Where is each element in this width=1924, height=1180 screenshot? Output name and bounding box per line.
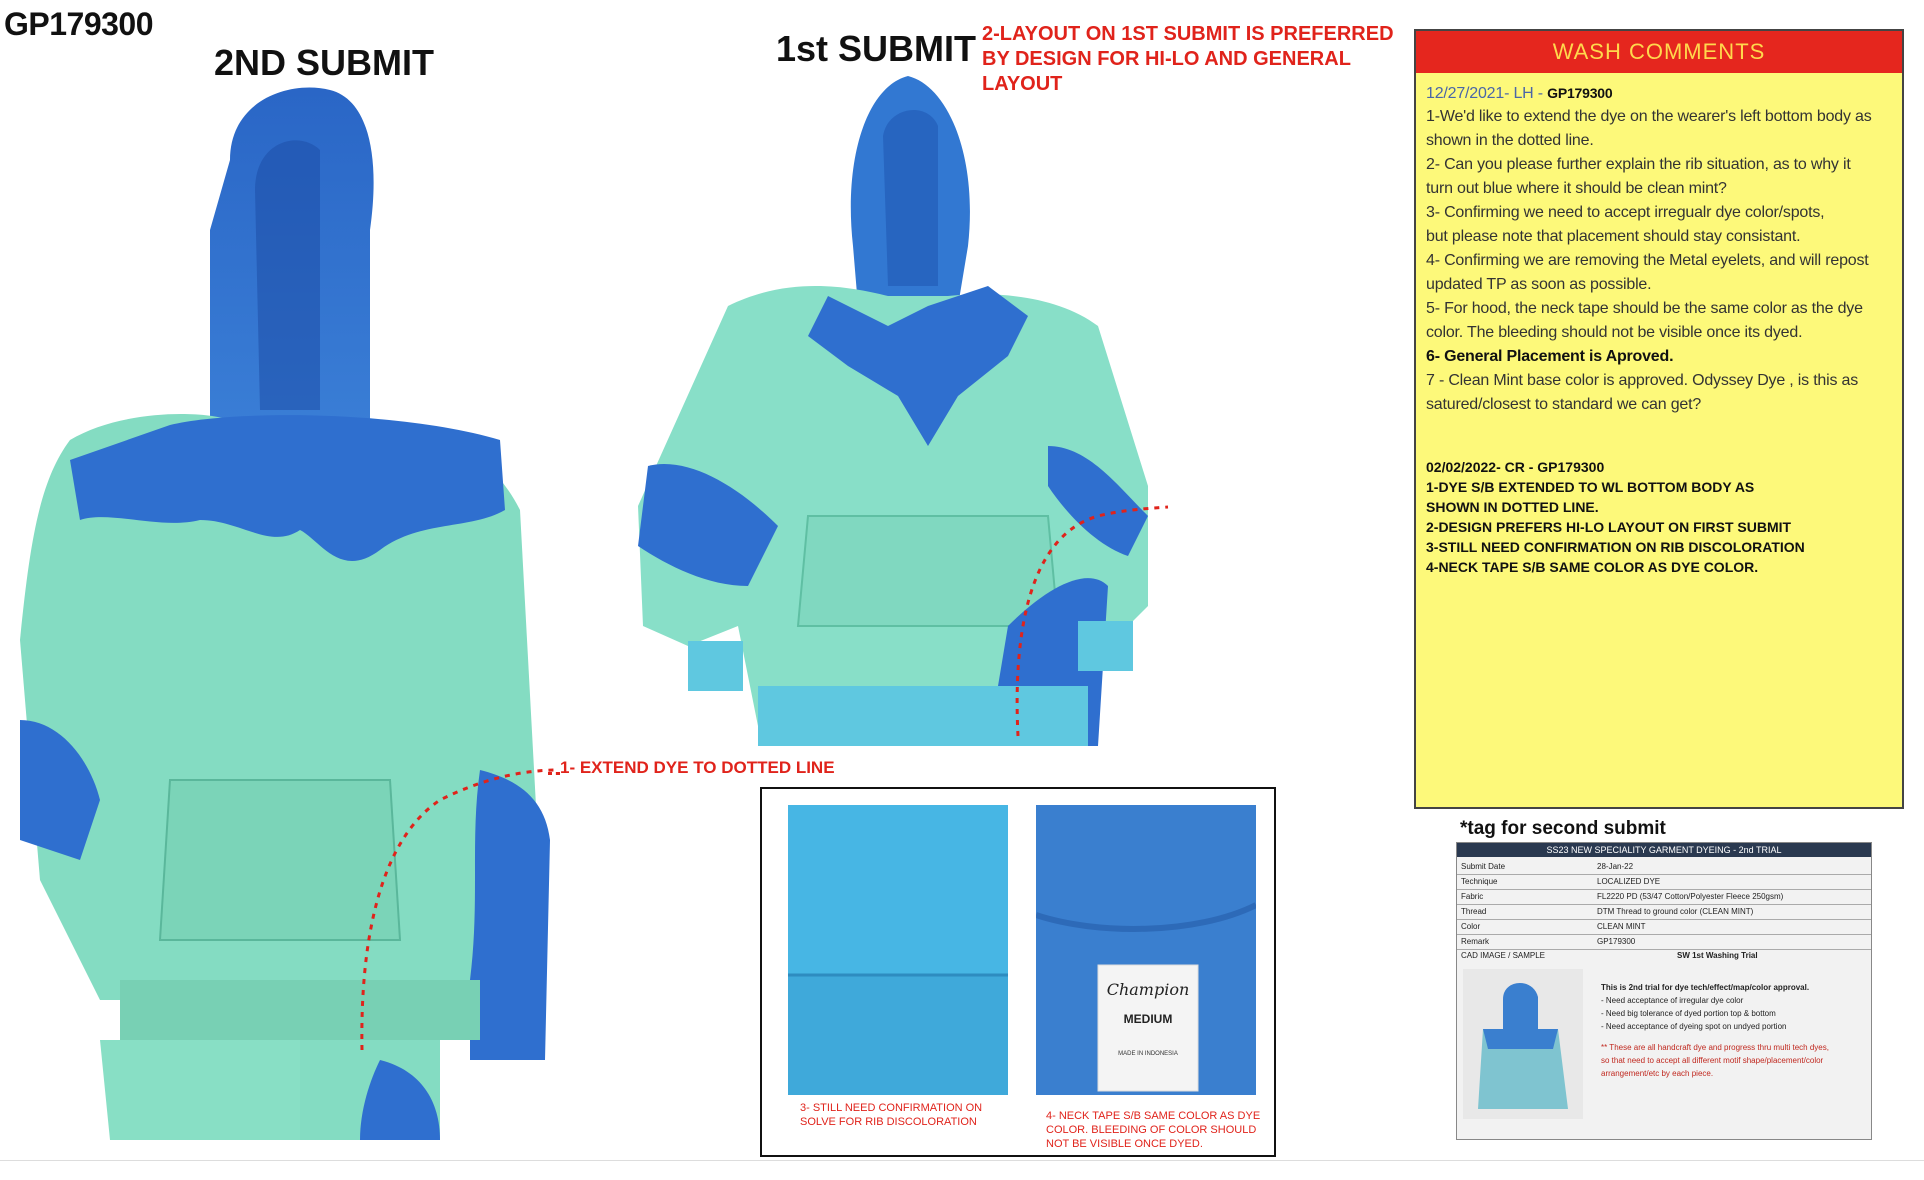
tag-row-value: CLEAN MINT xyxy=(1597,922,1646,931)
tag-body-line: ** These are all handcraft dye and progress thru multi tech dyes, xyxy=(1601,1043,1829,1052)
tag-row xyxy=(1457,934,1871,950)
leader-dots xyxy=(548,772,560,775)
label-size: MEDIUM xyxy=(1123,1012,1173,1026)
style-code: GP179300 xyxy=(4,6,154,42)
tag-row-value: GP179300 xyxy=(1597,937,1636,946)
entry1-header xyxy=(1426,81,1612,106)
tag-row xyxy=(1457,874,1871,890)
wash_comments-entry1_lines-line: 4- Confirming we are removing the Metal eyelets, and will repost xyxy=(1426,252,1869,269)
wash_comments-entry1_lines-line: updated TP as soon as possible. xyxy=(1426,276,1652,293)
wash_comments-entry2_lines-line: 3-STILL NEED CONFIRMATION ON RIB DISCOLORATION xyxy=(1426,539,1805,555)
wash_comments-entry1_lines-line: 5- For hood, the neck tape should be the same color as the dye xyxy=(1426,300,1863,317)
bottom-rule xyxy=(0,1160,1924,1161)
wash_comments-entry2_lines-line: 1-DYE S/B EXTENDED TO WL BOTTOM BODY AS xyxy=(1426,479,1755,495)
tag-body-line: arrangement/etc by each piece. xyxy=(1601,1069,1714,1078)
second-submit-heading: 2ND SUBMIT xyxy=(214,42,435,83)
left-cuff xyxy=(688,641,743,691)
tag-body-line: - Need acceptance of irregular dye color xyxy=(1601,996,1744,1005)
wash_comments-entry1_lines-line: 2- Can you please further explain the rib situation, as to why it xyxy=(1426,156,1851,173)
hem-rib xyxy=(120,980,480,1040)
label-origin: MADE IN INDONESIA xyxy=(1118,1051,1178,1057)
tag-row xyxy=(1457,919,1871,935)
rib-confirmation-caption: 3- STILL NEED CONFIRMATION ON SOLVE FOR RIB DISCOLORATION xyxy=(800,1102,983,1128)
extend-dye-note: 1- EXTEND DYE TO DOTTED LINE xyxy=(560,758,835,777)
tag-body-line: This is 2nd trial for dye tech/effect/map/color approval. xyxy=(1601,983,1810,992)
tag-row-key: Submit Date xyxy=(1461,862,1506,871)
kangaroo-pocket xyxy=(160,780,400,940)
tag-row-key: Technique xyxy=(1461,877,1498,886)
tag-row-key: Remark xyxy=(1461,937,1490,946)
entry1-bold-line: 6- General Placement is Aproved. xyxy=(1426,348,1674,365)
tag-row-value: LOCALIZED DYE xyxy=(1597,877,1661,886)
tag-header: SS23 NEW SPECIALITY GARMENT DYEING - 2nd TRIAL xyxy=(1457,843,1871,857)
tag-card xyxy=(1456,842,1872,1140)
hem-rib xyxy=(758,686,1088,746)
wash_comments-entry1_lines-line: 3- Confirming we need to accept irregualr dye color/spots, xyxy=(1426,204,1825,221)
wash_comments-entry2_lines-line: 02/02/2022- CR - GP179300 xyxy=(1426,459,1605,475)
wash-comments-header: WASH COMMENTS xyxy=(1416,31,1902,73)
wash_comments-entry2_lines-line: SHOWN IN DOTTED LINE. xyxy=(1426,499,1599,515)
wash-comments-panel xyxy=(1414,29,1904,809)
first-submit-photo xyxy=(628,66,1188,766)
kangaroo-pocket xyxy=(798,516,1058,626)
wash_comments-entry2_lines-line: 4-NECK TAPE S/B SAME COLOR AS DYE COLOR. xyxy=(1426,559,1759,575)
right-cuff xyxy=(1078,621,1133,671)
tag-row xyxy=(1457,859,1871,875)
tag-body-line: so that need to accept all different motif shape/placement/color xyxy=(1601,1056,1824,1065)
wash_comments-entry1_lines-line: color. The bleeding should not be visible once its dyed. xyxy=(1426,324,1803,341)
tag-trial-label: SW 1st Washing Trial xyxy=(1677,951,1758,960)
neck-tape-caption: 4- NECK TAPE S/B SAME COLOR AS DYE COLOR. BLEEDING OF COLOR SHOULD NOT BE VISIBLE ONCE DYED. xyxy=(1046,1110,1261,1150)
label-brand: Champion xyxy=(1106,980,1190,999)
tag-row-key: Color xyxy=(1461,922,1481,931)
entry1-code: GP179300 xyxy=(1547,85,1613,101)
tag-image-label: CAD IMAGE / SAMPLE xyxy=(1461,951,1546,960)
neck-label-photo xyxy=(1036,805,1256,1095)
wash_comments-entry1_lines-line: 1-We'd like to extend the dye on the wearer's left bottom body as xyxy=(1426,108,1872,125)
tag-row xyxy=(1457,904,1871,920)
tag-row-value: FL2220 PD (53/47 Cotton/Polyester Fleece 250gsm) xyxy=(1597,892,1784,901)
rib-detail-photo xyxy=(788,805,1008,1095)
tag-body-line: - Need acceptance of dyeing spot on undyed portion xyxy=(1601,1022,1787,1031)
wash_comments-entry2_lines-line: 2-DESIGN PREFERS HI-LO LAYOUT ON FIRST SUBMIT xyxy=(1426,519,1792,535)
right-sleeve-dye xyxy=(470,770,550,1060)
tag-body-line: - Need big tolerance of dyed portion top & bottom xyxy=(1601,1009,1776,1018)
tag-row-key: Thread xyxy=(1461,907,1487,916)
second-submit-photo xyxy=(0,80,560,1140)
tag-cad-image xyxy=(1463,969,1583,1119)
wash_comments-entry1_lines-line: but please note that placement should stay consistant. xyxy=(1426,228,1801,245)
tag-row-value: 28-Jan-22 xyxy=(1597,862,1634,871)
pants xyxy=(100,1040,300,1140)
wash_comments-entry1_tail-line: 7 - Clean Mint base color is approved. Odyssey Dye , is this as xyxy=(1426,372,1859,389)
tag-note: *tag for second submit xyxy=(1460,818,1666,839)
tag-row xyxy=(1457,889,1871,905)
tag-row-key: Fabric xyxy=(1461,892,1484,901)
wash_comments-entry1_lines-line: turn out blue where it should be clean mint? xyxy=(1426,180,1727,197)
tag-row-value: DTM Thread to ground color (CLEAN MINT) xyxy=(1597,907,1754,916)
wash_comments-entry1_tail-line: satured/closest to standard we can get? xyxy=(1426,396,1702,413)
layout-preferred-note: 2-LAYOUT ON 1ST SUBMIT IS PREFERRED BY DESIGN FOR HI-LO AND GENERAL LAYOUT xyxy=(982,23,1394,95)
wash_comments-entry1_lines-line: shown in the dotted line. xyxy=(1426,132,1594,149)
detail-photo-inset xyxy=(760,787,1276,1157)
entry1-date: 12/27/2021- LH - xyxy=(1426,85,1548,102)
first-submit-heading: 1st SUBMIT xyxy=(776,28,977,69)
